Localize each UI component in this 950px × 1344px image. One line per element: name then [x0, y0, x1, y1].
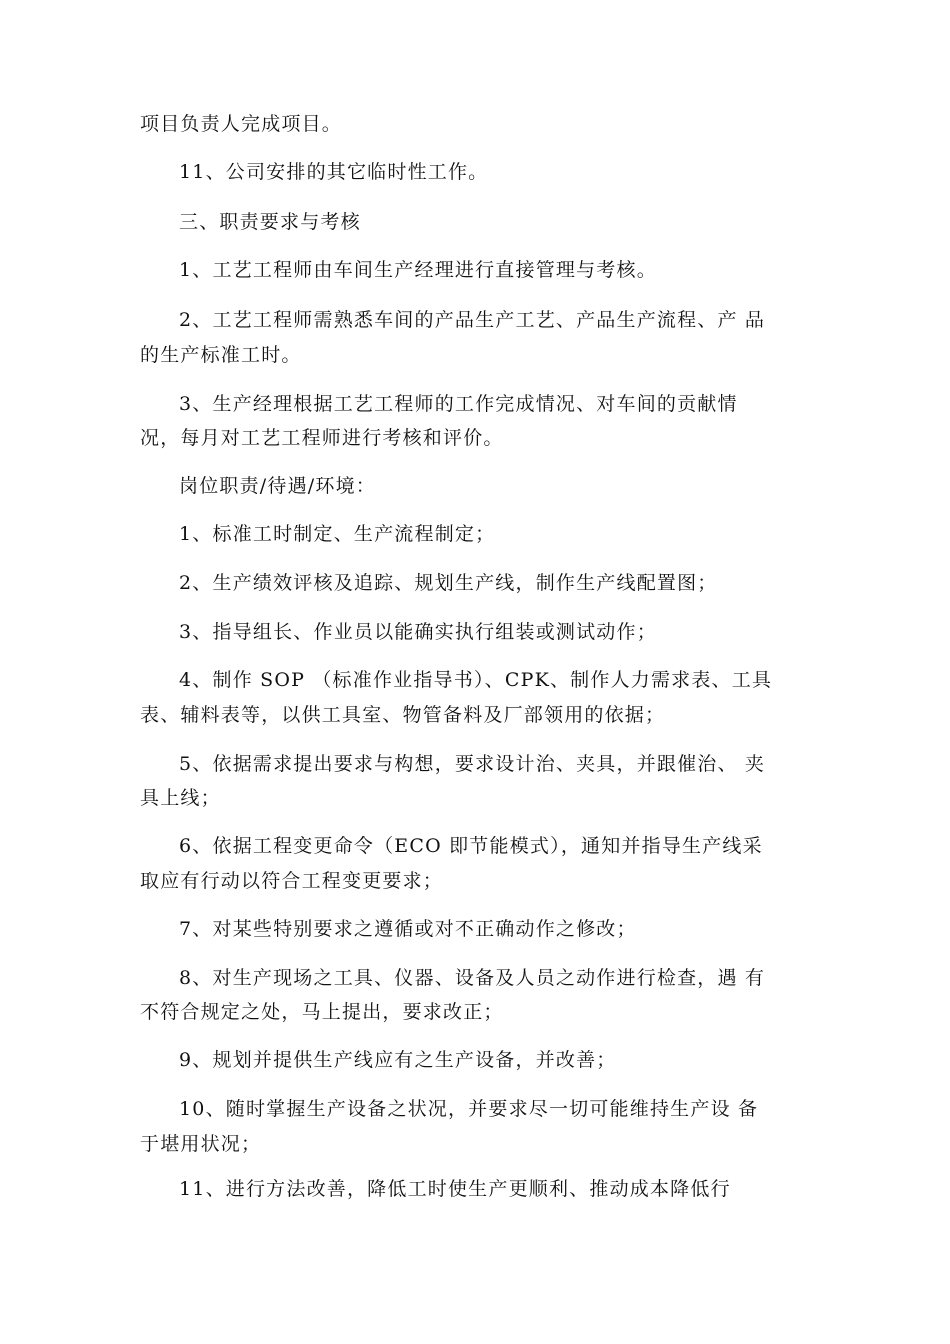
text-line: 的生产标准工时。: [140, 344, 302, 366]
text-line: 具上线；: [140, 787, 221, 809]
text-line: 2、工艺工程师需熟悉车间的产品生产工艺、产品生产流程、产 品: [179, 309, 766, 331]
text-line: 2、生产绩效评核及追踪、规划生产线，制作生产线配置图；: [179, 572, 718, 594]
text-line: 1、标准工时制定、生产流程制定；: [179, 523, 496, 545]
text-line: 11、公司安排的其它临时性工作。: [179, 161, 489, 183]
text-line: 10、随时掌握生产设备之状况，并要求尽一切可能维持生产设 备: [179, 1098, 759, 1120]
text-line: 3、指导组长、作业员以能确实执行组装或测试动作；: [179, 621, 657, 643]
text-line: 于堪用状况；: [140, 1133, 262, 1155]
text-line: 1、工艺工程师由车间生产经理进行直接管理与考核。: [179, 259, 657, 281]
text-line: 表、辅料表等，以供工具室、物管备料及厂部领用的依据；: [140, 704, 666, 726]
text-line: 项目负责人完成项目。: [140, 113, 343, 135]
section-heading: 三、职责要求与考核: [179, 211, 361, 233]
text-line: 况，每月对工艺工程师进行考核和评价。: [140, 427, 504, 449]
text-line: 11、进行方法改善，降低工时使生产更顺利、推动成本降低行: [179, 1178, 731, 1200]
text-line: 5、依据需求提出要求与构想，要求设计治、夹具，并跟催治、 夹: [179, 753, 766, 775]
text-line: 3、生产经理根据工艺工程师的工作完成情况、对车间的贡献情: [179, 393, 738, 415]
text-line: 6、依据工程变更命令（ECO 即节能模式），通知并指导生产线采: [179, 835, 763, 857]
section-heading: 岗位职责/待遇/环境：: [179, 475, 377, 497]
text-line: 7、对某些特别要求之遵循或对不正确动作之修改；: [179, 918, 637, 940]
text-line: 8、对生产现场之工具、仪器、设备及人员之动作进行检查，遇 有: [179, 967, 766, 989]
text-line: 4、制作 SOP （标准作业指导书）、CPK、制作人力需求表、工具: [179, 669, 773, 691]
text-line: 9、规划并提供生产线应有之生产设备，并改善；: [179, 1049, 617, 1071]
text-line: 取应有行动以符合工程变更要求；: [140, 870, 444, 892]
text-line: 不符合规定之处，马上提出，要求改正；: [140, 1001, 504, 1023]
